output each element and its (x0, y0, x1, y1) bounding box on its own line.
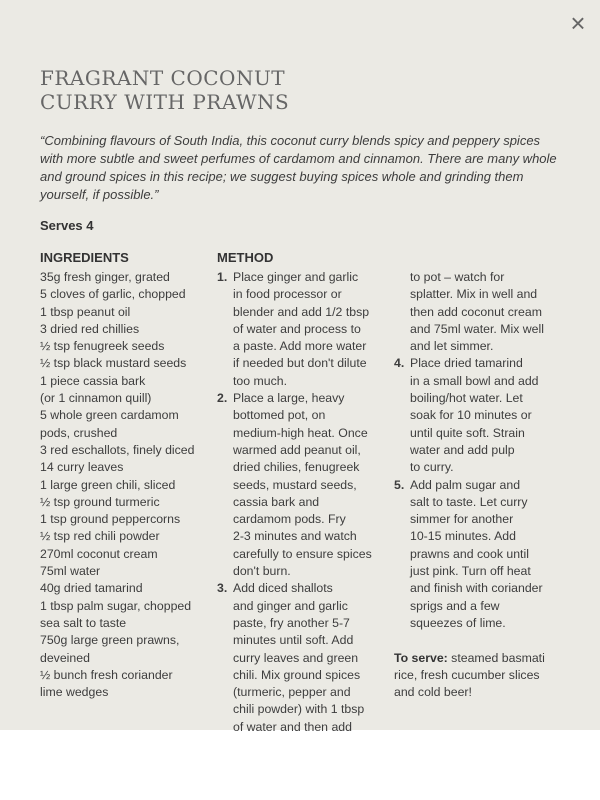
ingredient-item: pods, crushed (40, 425, 118, 440)
method-line: a paste. Add more water (233, 339, 367, 354)
method-line: bottomed pot, on (233, 408, 326, 423)
ingredients-heading: INGREDIENTS (40, 250, 129, 265)
method-line: splatter. Mix in well and (410, 287, 538, 302)
ingredient-item: 40g dried tamarind (40, 581, 143, 596)
method-line: of water and process to (233, 321, 361, 336)
method-line: of water and then add (233, 719, 352, 734)
method-line: prawns and cook until (410, 546, 529, 561)
ingredient-item: ½ tsp ground turmeric (40, 494, 160, 509)
method-heading: METHOD (217, 250, 274, 265)
method-line: too much. (233, 373, 287, 388)
recipe-title (40, 66, 480, 114)
ingredient-item: 5 whole green cardamom (40, 408, 179, 423)
ingredient-item: (or 1 cinnamon quill) (40, 391, 152, 406)
method-line: cassia bark and (233, 494, 320, 509)
method-line: simmer for another (410, 512, 514, 527)
ingredients-list (40, 269, 215, 701)
spacer (394, 632, 564, 649)
serves-count: Serves 4 (40, 218, 94, 233)
ingredient-item: ½ bunch fresh coriander (40, 667, 173, 682)
step-number: 2. (217, 391, 228, 406)
to-serve-line: and cold beer! (394, 685, 472, 700)
method-line: 4. Place dried tamarind (394, 355, 564, 372)
ingredient-item: 1 tsp ground peppercorns (40, 512, 181, 527)
ingredient-item: lime wedges (40, 685, 109, 700)
method-line: soak for 10 minutes or (410, 408, 532, 423)
method-line: seeds, mustard seeds, (233, 477, 357, 492)
method-line: blender and add 1/2 tbsp (233, 304, 370, 319)
ingredient-item: sea salt to taste (40, 615, 127, 630)
to-serve-label: To serve: (394, 650, 448, 665)
title-line: CURRY WITH PRAWNS (40, 90, 290, 114)
method-line: to pot – watch for (410, 270, 505, 284)
close-icon[interactable]: × (570, 8, 586, 38)
method-line: and 75ml water. Mix well (410, 321, 544, 336)
ingredient-item: 750g large green prawns, (40, 633, 180, 648)
ingredient-item: 3 red eschallots, finely diced (40, 442, 195, 457)
ingredient-item: ½ tsp black mustard seeds (40, 356, 187, 371)
method-line: 3. Add diced shallots (217, 580, 387, 597)
ingredient-item: 1 piece cassia bark (40, 373, 146, 388)
ingredient-item: 3 dried red chillies (40, 321, 140, 336)
method-column-1 (217, 269, 387, 736)
to-serve-line: rice, fresh cucumber slices (394, 667, 540, 682)
ingredient-item: 1 large green chili, sliced (40, 477, 176, 492)
method-line: 1. Place ginger and garlic (217, 269, 387, 286)
ingredient-item: 35g fresh ginger, grated (40, 270, 170, 284)
method-line: 2-3 minutes and watch (233, 529, 357, 544)
ingredient-item: 1 tbsp palm sugar, chopped (40, 598, 192, 613)
method-line: chili. Mix ground spices (233, 667, 361, 682)
ingredient-item: 14 curry leaves (40, 460, 124, 475)
method-line: squeezes of lime. (410, 615, 506, 630)
method-column-2 (394, 269, 564, 701)
method-line: minutes until soft. Add (233, 633, 354, 648)
step-number: 4. (394, 356, 405, 371)
method-line: then add coconut cream (410, 304, 542, 319)
method-line: 10-15 minutes. Add (410, 529, 516, 544)
method-line: water and add pulp (410, 442, 515, 457)
method-line: just pink. Turn off heat (410, 564, 531, 579)
method-line: and let simmer. (410, 339, 494, 354)
ingredient-item: 270ml coconut cream (40, 546, 158, 561)
ingredient-item: deveined (40, 650, 90, 665)
method-line: and finish with coriander (410, 581, 543, 596)
method-line: don't burn. (233, 564, 291, 579)
ingredient-item: ½ tsp red chili powder (40, 529, 160, 544)
method-line: salt to taste. Let curry (410, 494, 528, 509)
method-line: chili powder) with 1 tbsp (233, 702, 365, 717)
method-line: cardamom pods. Fry (233, 512, 346, 527)
step-number: 1. (217, 270, 228, 284)
ingredient-item: 1 tbsp peanut oil (40, 304, 131, 319)
method-line: warmed add peanut oil, (233, 442, 361, 457)
method-line: boiling/hot water. Let (410, 391, 523, 406)
method-line: to curry. (410, 460, 454, 475)
step-number: 3. (217, 581, 228, 596)
method-line: 5. Add palm sugar and (394, 477, 564, 494)
ingredient-item: 5 cloves of garlic, chopped (40, 287, 186, 302)
method-line: if needed but don't dilute (233, 356, 367, 371)
method-line: paste, fry another 5-7 (233, 615, 350, 630)
method-line: curry leaves and green (233, 650, 359, 665)
method-line: 2. Place a large, heavy (217, 390, 387, 407)
method-line: carefully to ensure spices (233, 546, 372, 561)
title-line: FRAGRANT COCONUT (40, 66, 286, 90)
method-line: in a small bowl and add (410, 373, 539, 388)
recipe-intro-quote: “Combining flavours of South India, this coconut curry blends spicy and peppery spices with more subtle and sweet perfumes of cardamom and cinnamon. There are many whole and ground spices in this recipe; we suggest buying spices whole and grinding them yourself, if possible.” (40, 133, 557, 202)
step-number: 5. (394, 477, 405, 492)
method-line: (turmeric, pepper and (233, 685, 351, 700)
method-line: medium-high heat. Once (233, 425, 368, 440)
method-line: dried chilies, fenugreek (233, 460, 360, 475)
method-line: until quite soft. Strain (410, 425, 525, 440)
to-serve-line: To serve: steamed basmati (394, 650, 545, 665)
method-line: sprigs and a few (410, 598, 500, 613)
ingredient-item: ½ tsp fenugreek seeds (40, 339, 165, 354)
method-line: and ginger and garlic (233, 598, 348, 613)
method-line: in food processor or (233, 287, 342, 302)
ingredient-item: 75ml water (40, 564, 101, 579)
